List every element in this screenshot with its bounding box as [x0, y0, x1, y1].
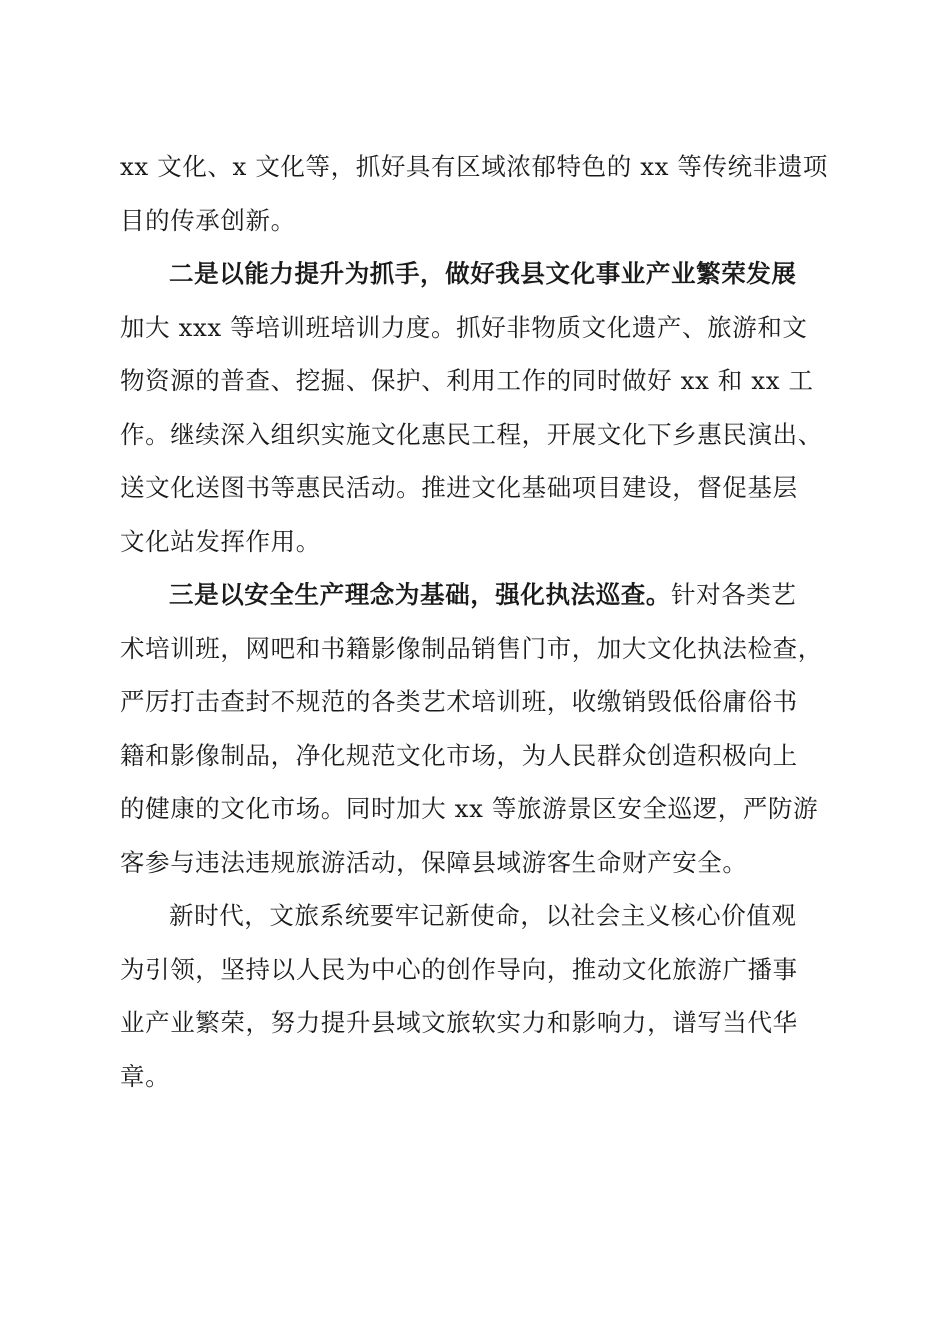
closing-paragraph-line-3: [120, 996, 840, 1050]
document-body: [120, 140, 840, 1103]
line-text: 物资源的普查、挖掘、保护、利用工作的同时做好 xx 和 xx 工: [120, 366, 814, 395]
body-line-6: [120, 408, 840, 462]
bold-heading: 二是以能力提升为抓手，做好我县文化事业产业繁荣发展: [169, 259, 797, 288]
body-line-10: [120, 622, 840, 676]
closing-paragraph-line-2: [120, 943, 840, 997]
line-text: xx 文化、x 文化等，抓好具有区域浓郁特色的 xx 等传统非遗项: [120, 152, 829, 181]
line-text: 加大 xxx 等培训班培训力度。抓好非物质文化遗产、旅游和文: [120, 312, 808, 342]
line-text: 新时代，文旅系统要牢记新使命，以社会主义核心价值观: [169, 901, 797, 930]
body-line-7: [120, 461, 840, 515]
closing-paragraph-line-1: [120, 889, 840, 943]
body-line-11: [120, 675, 840, 729]
body-line-13: [120, 782, 840, 836]
line-text: 籍和影像制品，净化规范文化市场，为人民群众创造积极向上: [120, 740, 798, 770]
closing-paragraph-line-4: [120, 1050, 840, 1104]
line-text: 客参与违法违规旅游活动，保障县域游客生命财产安全。: [120, 847, 748, 877]
line-text: 严厉打击查封不规范的各类艺术培训班，收缴销毁低俗庸俗书: [120, 687, 798, 716]
line-text: 送文化送图书等惠民活动。推进文化基础项目建设，督促基层: [120, 473, 798, 502]
section-heading-2: [120, 247, 840, 301]
line-text: 章。: [120, 1061, 171, 1091]
line-text: 为引领，坚持以人民为中心的创作导向，推动文化旅游广播事: [120, 954, 798, 984]
line-text: 术培训班，网吧和书籍影像制品销售门市，加大文化执法检查，: [120, 633, 823, 663]
line-text: 的健康的文化市场。同时加大 xx 等旅游景区安全巡逻，严防游: [120, 794, 819, 823]
body-line-5: [120, 354, 840, 408]
section-heading-3: [120, 568, 840, 622]
body-line-2: [120, 194, 840, 248]
body-line-1: [120, 140, 840, 194]
line-text: 目的传承创新。: [120, 205, 296, 235]
bold-heading: 三是以安全生产理念为基础，强化执法巡查。: [169, 580, 671, 609]
line-text: 作。继续深入组织实施文化惠民工程，开展文化下乡惠民演出、: [120, 419, 823, 449]
body-line-8: [120, 515, 840, 569]
line-text: 文化站发挥作用。: [120, 526, 321, 556]
line-text: 业产业繁荣，努力提升县域文旅软实力和影响力，谱写当代华: [120, 1008, 798, 1037]
body-line-14: [120, 836, 840, 890]
body-line-12: [120, 729, 840, 783]
line-text: 针对各类艺: [671, 580, 797, 609]
body-line-4: [120, 301, 840, 355]
